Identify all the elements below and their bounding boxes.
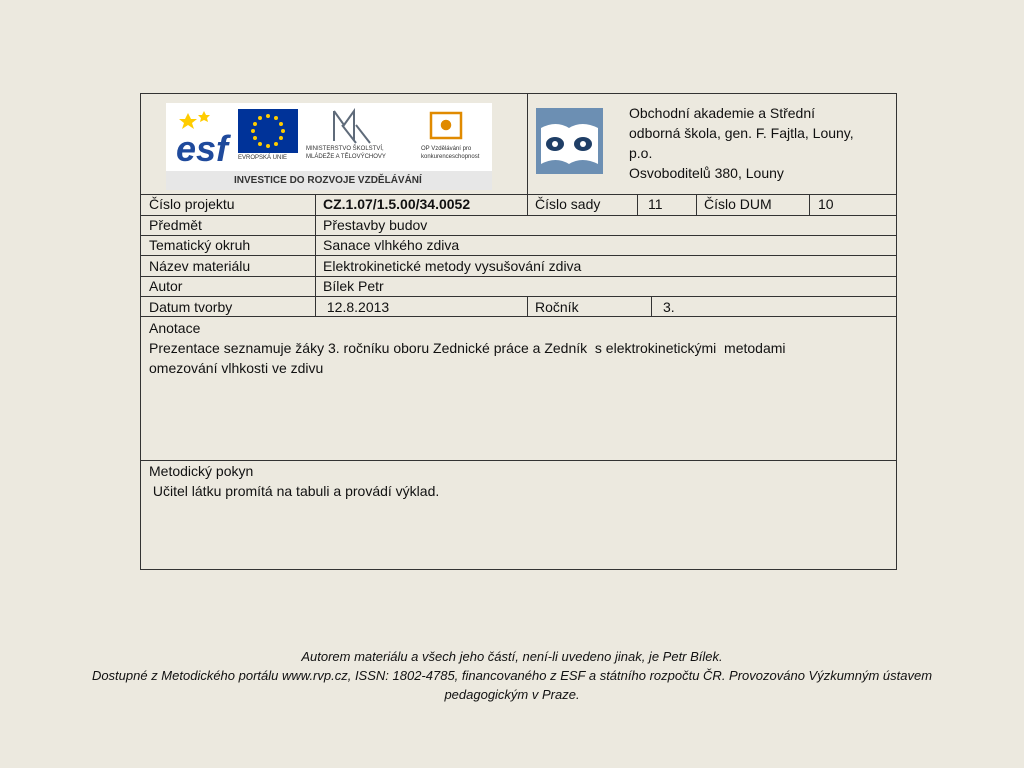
cislo-projektu-value: CZ.1.07/1.5.00/34.0052 — [323, 196, 471, 212]
anotace-label: Anotace — [149, 320, 201, 336]
msmt-label: MINISTERSTVO ŠKOLSTVÍ, MLÁDEŽE A TĚLOVÝCHOVY — [306, 146, 386, 160]
footer-line-3: pedagogickým v Praze. — [444, 687, 580, 702]
autor-label: Autor — [149, 278, 183, 294]
predmet-label: Předmět — [149, 217, 202, 233]
anotace-text-line-2: omezování vlhkosti ve zdivu — [149, 360, 324, 376]
row-rule — [141, 194, 896, 195]
predmet-value: Přestavby budov — [323, 217, 428, 233]
header-divider — [527, 94, 528, 194]
cislo-projektu-label: Číslo projektu — [149, 196, 235, 212]
cislo-sady-label: Číslo sady — [535, 196, 601, 212]
rocnik-value: 3. — [663, 299, 675, 315]
row-rule — [141, 296, 896, 297]
row-rule — [141, 276, 896, 277]
column-divider — [651, 296, 652, 316]
anotace-block — [149, 318, 786, 378]
school-address — [629, 103, 889, 183]
school-line-4: Osvoboditelů 380, Louny — [629, 165, 784, 181]
cislo-sady-value: 11 — [648, 196, 663, 212]
autor-value: Bílek Petr — [323, 278, 384, 294]
okruh-value: Sanace vlhkého zdiva — [323, 237, 460, 253]
row-rule — [141, 316, 896, 317]
column-divider — [527, 296, 528, 316]
column-divider — [637, 194, 638, 215]
datum-value: 12.8.2013 — [323, 299, 390, 315]
school-line-2: odborná škola, gen. F. Fajtla, Louny, — [629, 125, 854, 141]
esf-wordmark: esf — [176, 128, 229, 169]
cislo-dum-label: Číslo DUM — [704, 196, 772, 212]
nazev-value: Elektrokinetické metody vysušování zdiva — [323, 258, 582, 274]
datum-label: Datum tvorby — [149, 299, 233, 315]
anotace-text-line-1: Prezentace seznamuje žáky 3. ročníku oboru Zednické práce a Zedník s elektrokinetickými metodami — [149, 340, 786, 356]
investice-banner: INVESTICE DO ROZVOJE VZDĚLÁVÁNÍ — [234, 175, 422, 186]
label-column-divider — [315, 194, 316, 316]
cislo-dum-value: 10 — [818, 196, 834, 212]
pokyn-text: Učitel látku promítá na tabuli a provádí výklad. — [149, 483, 440, 499]
op-vk-logo-banner — [166, 103, 492, 190]
column-divider — [696, 194, 697, 215]
pokyn-label: Metodický pokyn — [149, 463, 254, 479]
rocnik-label: Ročník — [535, 299, 579, 315]
pokyn-block — [149, 461, 439, 501]
open-book-icon — [536, 108, 603, 174]
dum-cover-sheet — [140, 93, 897, 570]
school-line-3: p.o. — [629, 145, 653, 161]
school-logo — [536, 108, 603, 174]
school-line-1: Obchodní akademie a Střední — [629, 105, 816, 121]
footer-line-2: Dostupné z Metodického portálu www.rvp.cz, ISSN: 1802-4785, financovaného z ESF a státního rozpočtu ČR. Provozováno Výzkumným ústavem — [91, 668, 933, 683]
column-divider — [809, 194, 810, 215]
row-rule — [141, 215, 896, 216]
row-rule — [141, 235, 896, 236]
footer-line-1: Autorem materiálu a všech jeho částí, není-li uvedeno jinak, je Petr Bílek. — [301, 649, 723, 664]
op-vk-label: OP Vzdělávání pro konkurenceschopnost — [421, 146, 480, 160]
okruh-label: Tematický okruh — [149, 237, 251, 253]
column-divider — [527, 194, 528, 215]
nazev-label: Název materiálu — [149, 258, 251, 274]
eu-label: EVROPSKÁ UNIE — [238, 155, 288, 161]
